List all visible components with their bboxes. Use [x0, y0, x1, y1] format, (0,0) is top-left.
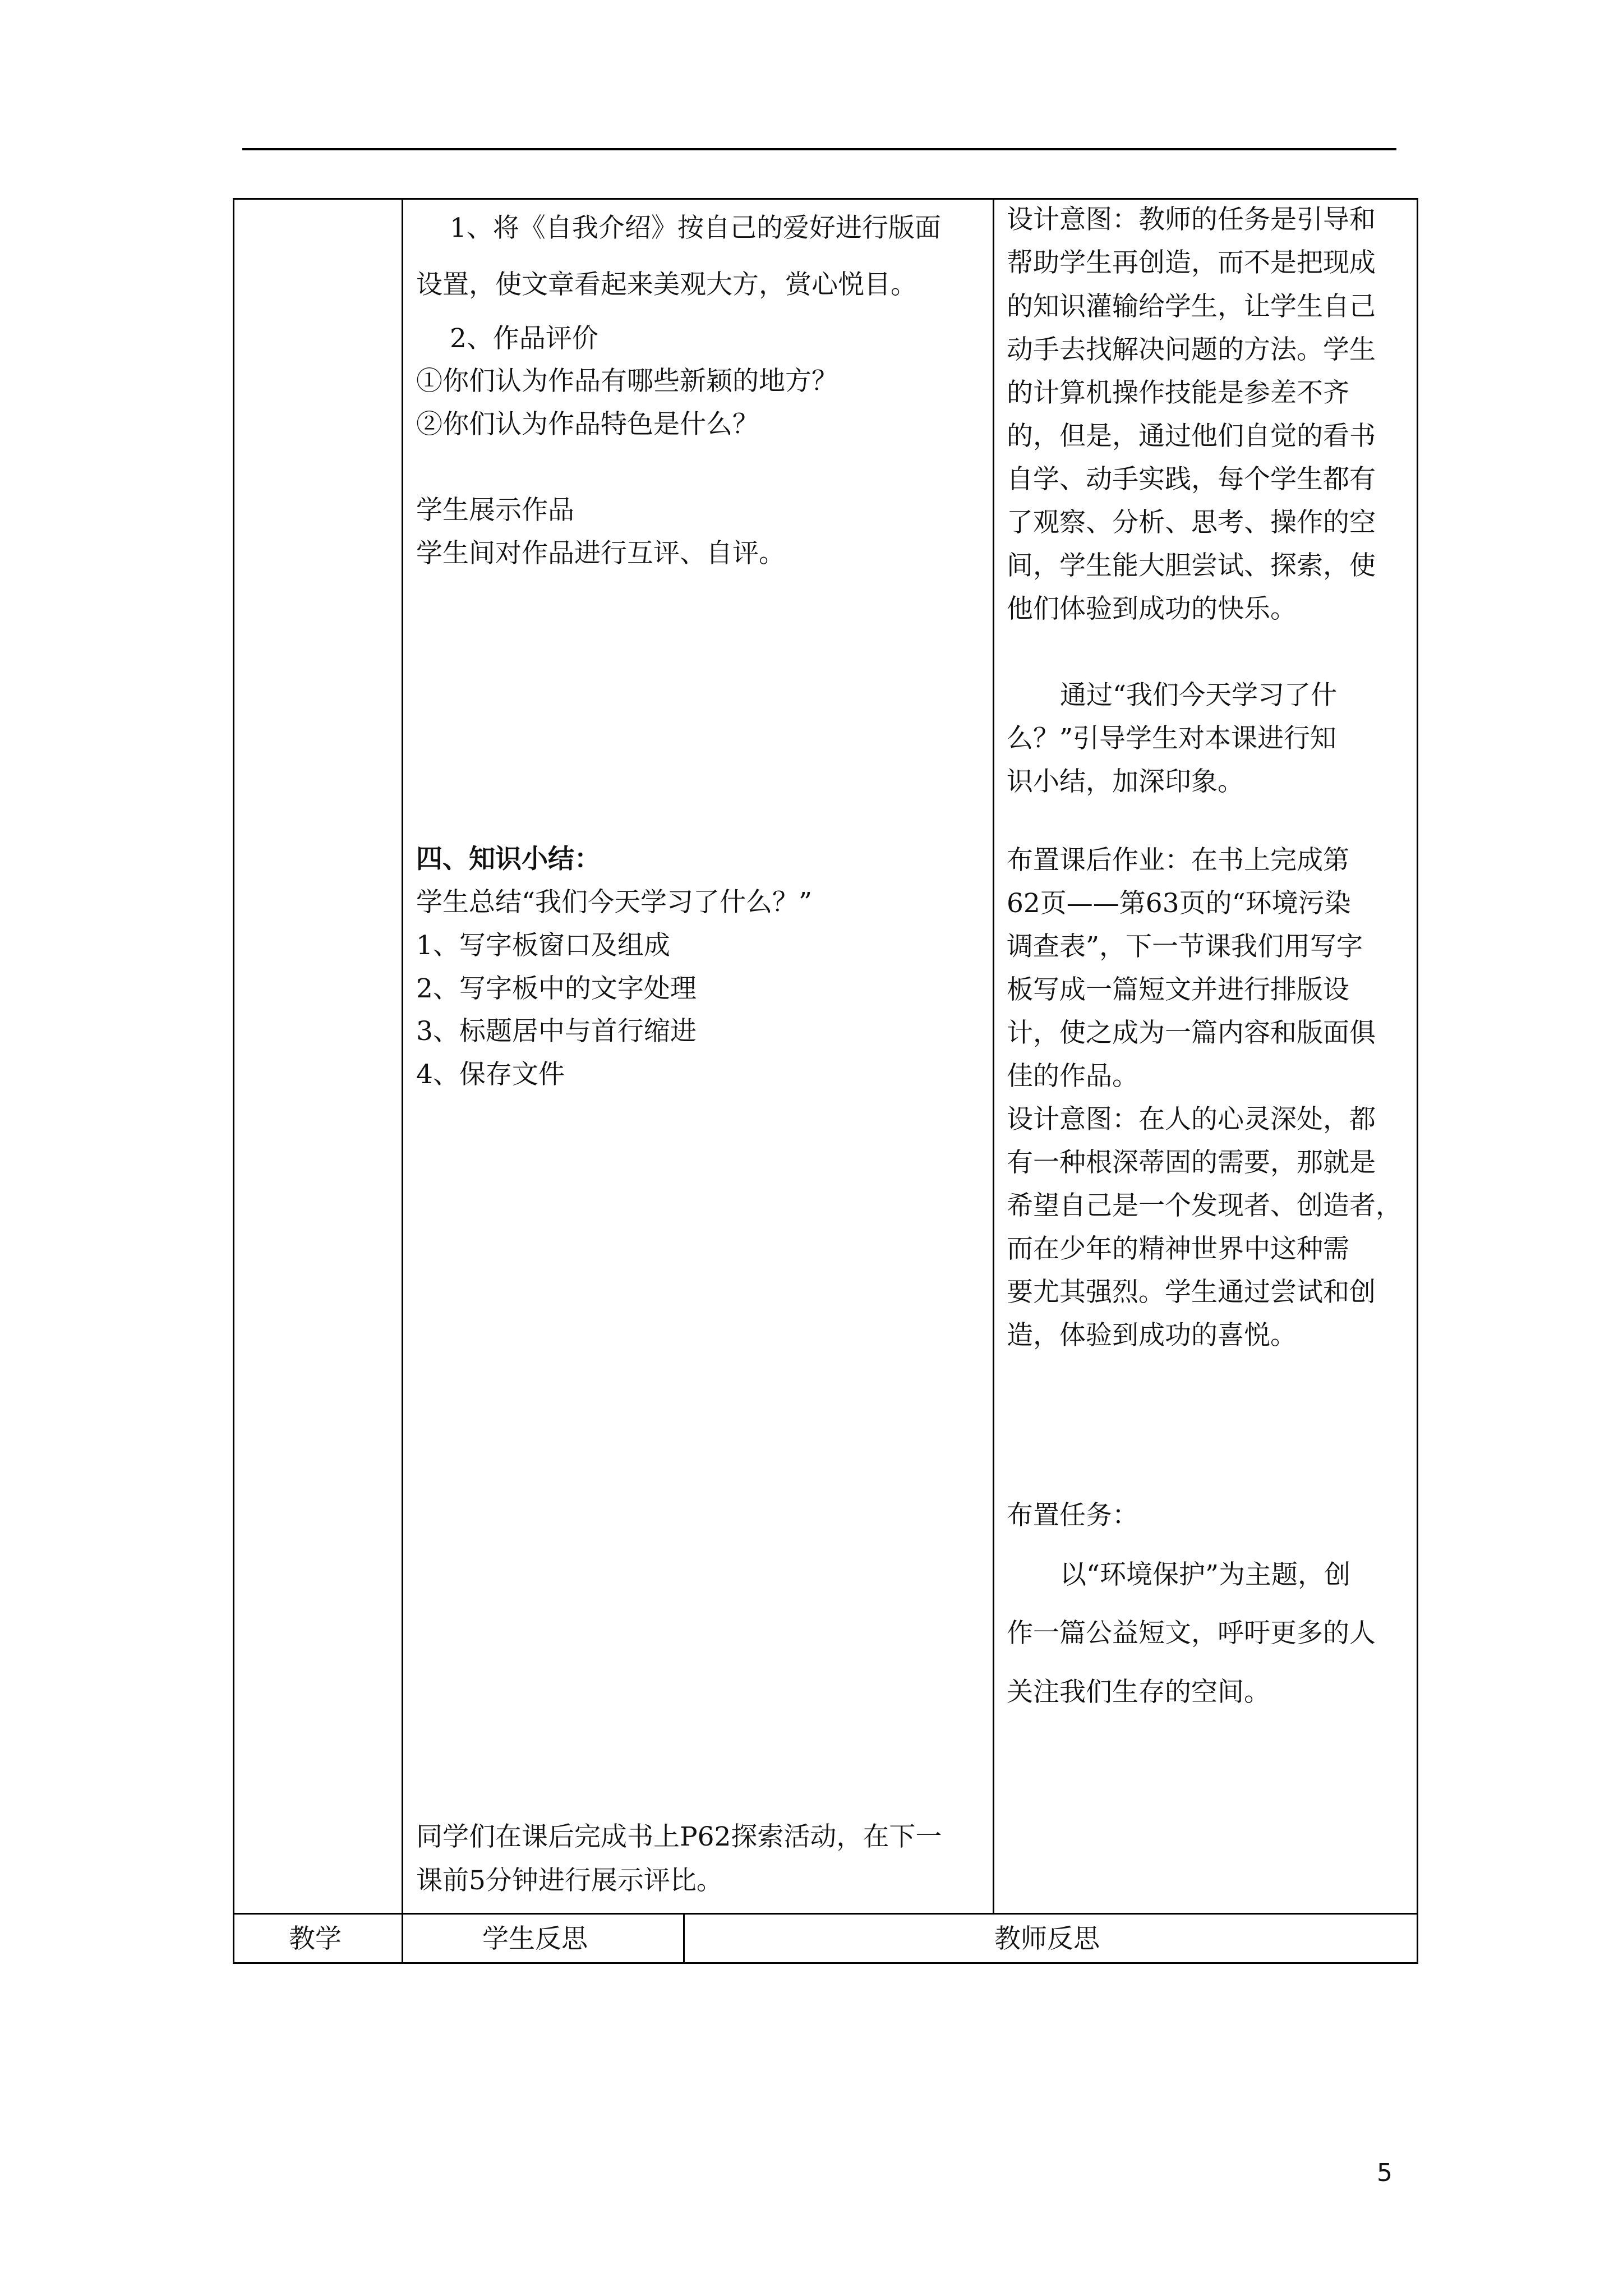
- column-divider-1: [402, 198, 403, 1964]
- note-line: 以“环境保护”为主题，创: [1060, 1559, 1351, 1590]
- note-line: 调查表”，下一节课我们用写字: [1007, 931, 1363, 962]
- section-heading: 四、知识小结：: [416, 844, 601, 875]
- note-line: 识小结，加深印象。: [1007, 766, 1244, 797]
- column-divider-2: [993, 198, 994, 1915]
- activity-line: ①你们认为作品有哪些新颖的地方？: [416, 366, 838, 397]
- activity-line: 课前5分钟进行展示评比。: [416, 1865, 723, 1896]
- table-bottom-border: [233, 1962, 1418, 1964]
- note-line: 作一篇公益短文，呼吁更多的人: [1007, 1618, 1376, 1649]
- student-reflection-label: 学生反思: [482, 1924, 588, 1954]
- note-line: 自学、动手实践，每个学生都有: [1007, 464, 1376, 495]
- lesson-table: [233, 198, 1418, 1964]
- note-line: 而在少年的精神世界中这种需: [1007, 1234, 1349, 1264]
- activity-line: 同学们在课后完成书上P62探索活动，在下一: [416, 1821, 942, 1852]
- note-line: 造，体验到成功的喜悦。: [1007, 1320, 1297, 1351]
- activity-line: 1、写字板窗口及组成: [416, 930, 670, 961]
- note-line: 么？”引导学生对本课进行知: [1007, 723, 1337, 754]
- table-left-border: [233, 198, 234, 1964]
- note-line: 佳的作品。: [1007, 1061, 1138, 1092]
- activity-line: 设置，使文章看起来美观大方，赏心悦目。: [416, 269, 917, 300]
- note-line: 的，但是，通过他们自觉的看书: [1007, 421, 1376, 452]
- note-line: 间，学生能大胆尝试、探索，使: [1007, 550, 1376, 581]
- activity-line: 学生间对作品进行互评、自评。: [416, 538, 785, 569]
- note-line: 布置课后作业：在书上完成第: [1007, 845, 1349, 876]
- note-line: 设计意图：在人的心灵深处，都: [1007, 1104, 1376, 1135]
- note-line: 他们体验到成功的快乐。: [1007, 593, 1297, 624]
- header-rule: [242, 148, 1396, 150]
- teaching-label: 教学: [289, 1924, 342, 1954]
- footer-row-top-border: [233, 1913, 1418, 1915]
- footer-divider: [683, 1913, 685, 1964]
- note-line: 有一种根深蒂固的需要，那就是: [1007, 1147, 1376, 1178]
- note-line: 设计意图：教师的任务是引导和: [1007, 204, 1376, 235]
- activity-line: 学生展示作品: [416, 495, 574, 526]
- note-line: 动手去找解决问题的方法。学生: [1007, 334, 1376, 365]
- note-line: 要尤其强烈。学生通过尝试和创: [1007, 1277, 1376, 1308]
- note-line: 的计算机操作技能是参差不齐: [1007, 378, 1349, 408]
- activity-line: 4、保存文件: [416, 1059, 565, 1090]
- table-right-border: [1417, 198, 1418, 1964]
- note-line: 的知识灌输给学生，让学生自己: [1007, 291, 1376, 322]
- note-line: 通过“我们今天学习了什: [1060, 680, 1338, 711]
- activity-line: 学生总结“我们今天学习了什么？”: [416, 887, 813, 918]
- note-line: 了观察、分析、思考、操作的空: [1007, 507, 1376, 538]
- note-line: 关注我们生存的空间。: [1007, 1677, 1270, 1708]
- activity-line: 2、写字板中的文字处理: [416, 973, 697, 1004]
- note-line: 希望自己是一个发现者、创造者，: [1007, 1190, 1402, 1221]
- page-number: 5: [1377, 2159, 1393, 2187]
- student-activities-cell: [416, 198, 988, 1909]
- note-line: 62页——第63页的“环境污染: [1007, 888, 1351, 919]
- note-line: 帮助学生再创造，而不是把现成: [1007, 247, 1376, 278]
- note-line: 布置任务：: [1007, 1500, 1138, 1531]
- design-notes-cell: [1007, 198, 1410, 1909]
- activity-line: 3、标题居中与首行缩进: [416, 1016, 697, 1047]
- activity-line: 1、将《自我介绍》按自己的爱好进行版面: [450, 213, 941, 243]
- note-line: 计，使之成为一篇内容和版面俱: [1007, 1018, 1376, 1048]
- note-line: 板写成一篇短文并进行排版设: [1007, 974, 1349, 1005]
- teacher-reflection-label: 教师反思: [994, 1924, 1100, 1954]
- activity-line: ②你们认为作品特色是什么？: [416, 409, 759, 440]
- activity-line: 2、作品评价: [450, 323, 598, 354]
